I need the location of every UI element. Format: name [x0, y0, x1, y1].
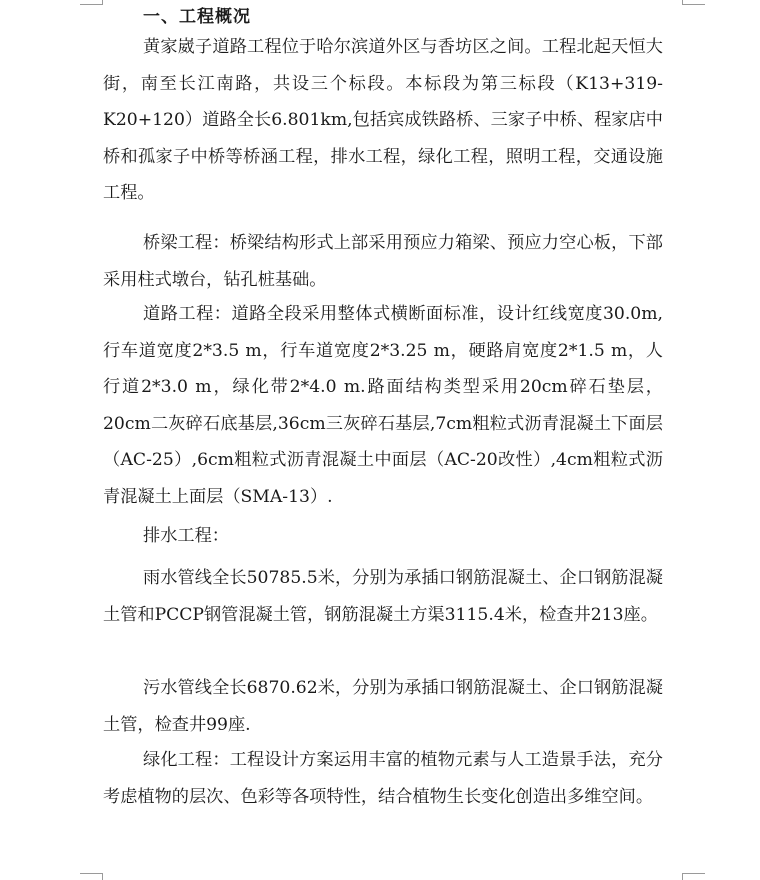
paragraph-drainage-heading: 排水工程：: [143, 526, 229, 546]
page-corner-mark-top-right: [682, 0, 705, 5]
paragraph-road-works: 道路工程：道路全段采用整体式横断面标准，设计红线宽度30.0m,行车道宽度2*3.5 m，行车道宽度2*3.25 m，硬路肩宽度2*1.5 m，人行道2*3.0 m，绿化带2*4.0 m.路面结构类型采用20cm碎石垫层，20cm二灰碎石底基层,36cm三灰碎石基层,7cm粗粒式沥青混凝土下面层（AC-25）,6cm粗粒式沥青混凝土中面层（AC-20改性）,4cm粗粒式沥青混凝土上面层（SMA-13）.: [103, 304, 663, 507]
paragraph-sewage: 污水管线全长6870.62米，分别为承插口钢筋混凝土、企口钢筋混凝土管，检查井99座.: [103, 678, 663, 735]
paragraph-bridge-works: 桥梁工程：桥梁结构形式上部采用预应力箱梁、预应力空心板，下部采用柱式墩台，钻孔桩基础。: [103, 233, 663, 290]
page-corner-mark-top-left: [80, 0, 103, 5]
section-heading: 一、工程概况: [143, 7, 251, 27]
paragraph-overview: 黄家崴子道路工程位于哈尔滨道外区与香坊区之间。工程北起天恒大街，南至长江南路，共设三个标段。本标段为第三标段（K13+319-K20+120）道路全长6.801km,包括宾成铁路桥、三家子中桥、程家店中桥和孤家子中桥等桥涵工程，排水工程，绿化工程，照明工程，交通设施工程。: [103, 37, 663, 203]
paragraph-storm-water: 雨水管线全长50785.5米，分别为承插口钢筋混凝土、企口钢筋混凝土管和PCCP钢管混凝土管，钢筋混凝土方渠3115.4米，检查井213座。: [103, 568, 663, 625]
paragraph-landscaping: 绿化工程：工程设计方案运用丰富的植物元素与人工造景手法，充分考虑植物的层次、色彩等各项特性，结合植物生长变化创造出多维空间。: [103, 750, 663, 807]
